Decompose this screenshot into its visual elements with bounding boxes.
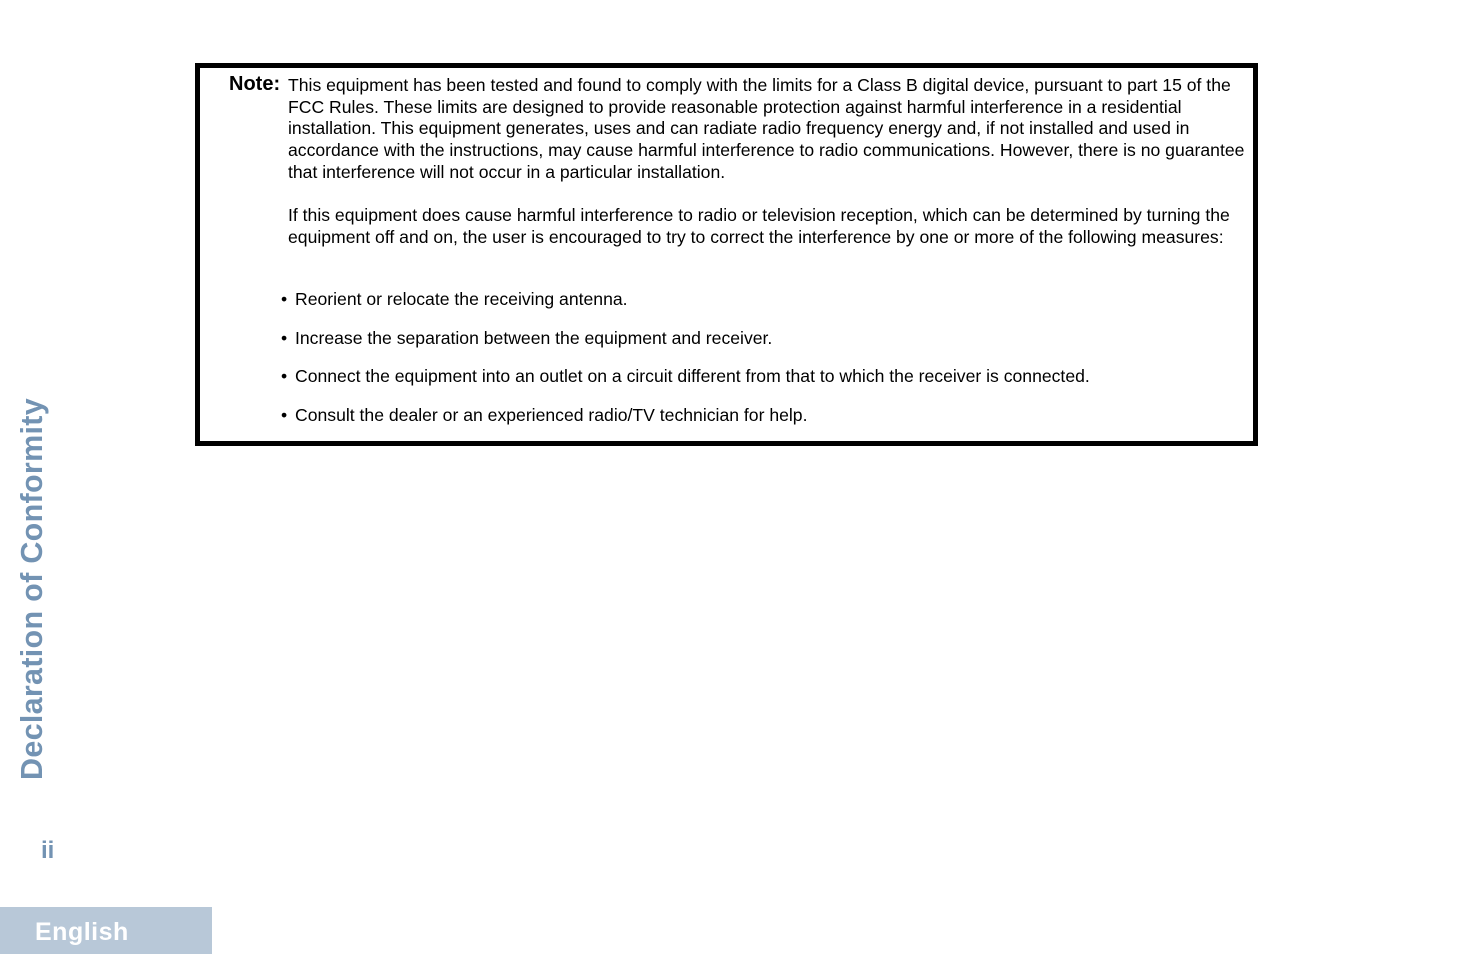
note-paragraph-1: This equipment has been tested and found to comply with the limits for a Class B digital device, pursuant to part 15 of the FCC Rules. These limits are designed to provide reasonable protection against harmful interference in a residential installation. This equipment generates, uses and can radiate radio frequency energy and, if not installed and used in accordance with the instructions, may cause harmful interference to radio communications. However, there is no guarantee that interference will not occur in a particular installation. (288, 75, 1245, 182)
list-item-text: Reorient or relocate the receiving antenna. (295, 289, 628, 309)
list-item-text: Consult the dealer or an experienced radio/TV technician for help. (295, 405, 808, 425)
section-title: Declaration of Conformity (15, 397, 49, 780)
bullet-icon: • (281, 289, 288, 309)
list-item (281, 289, 628, 311)
list-item-text: Connect the equipment into an outlet on a circuit different from that to which the receiver is connected. (295, 366, 1090, 386)
note-label: Note: (229, 73, 281, 95)
language-label: English (35, 918, 129, 946)
note-paragraph-2: If this equipment does cause harmful interference to radio or television reception, which can be determined by turning the equipment off and on, the user is encouraged to try to correct the interference by one or more of the following measures: (288, 205, 1230, 247)
list-item-text: Increase the separation between the equipment and receiver. (295, 328, 773, 348)
list-item (281, 366, 1090, 388)
page-number: ii (41, 837, 55, 864)
list-item (281, 405, 807, 427)
bullet-icon: • (281, 366, 288, 386)
language-tab (0, 907, 212, 954)
bullet-icon: • (281, 405, 288, 425)
bullet-icon: • (281, 328, 288, 348)
list-item (281, 328, 772, 350)
